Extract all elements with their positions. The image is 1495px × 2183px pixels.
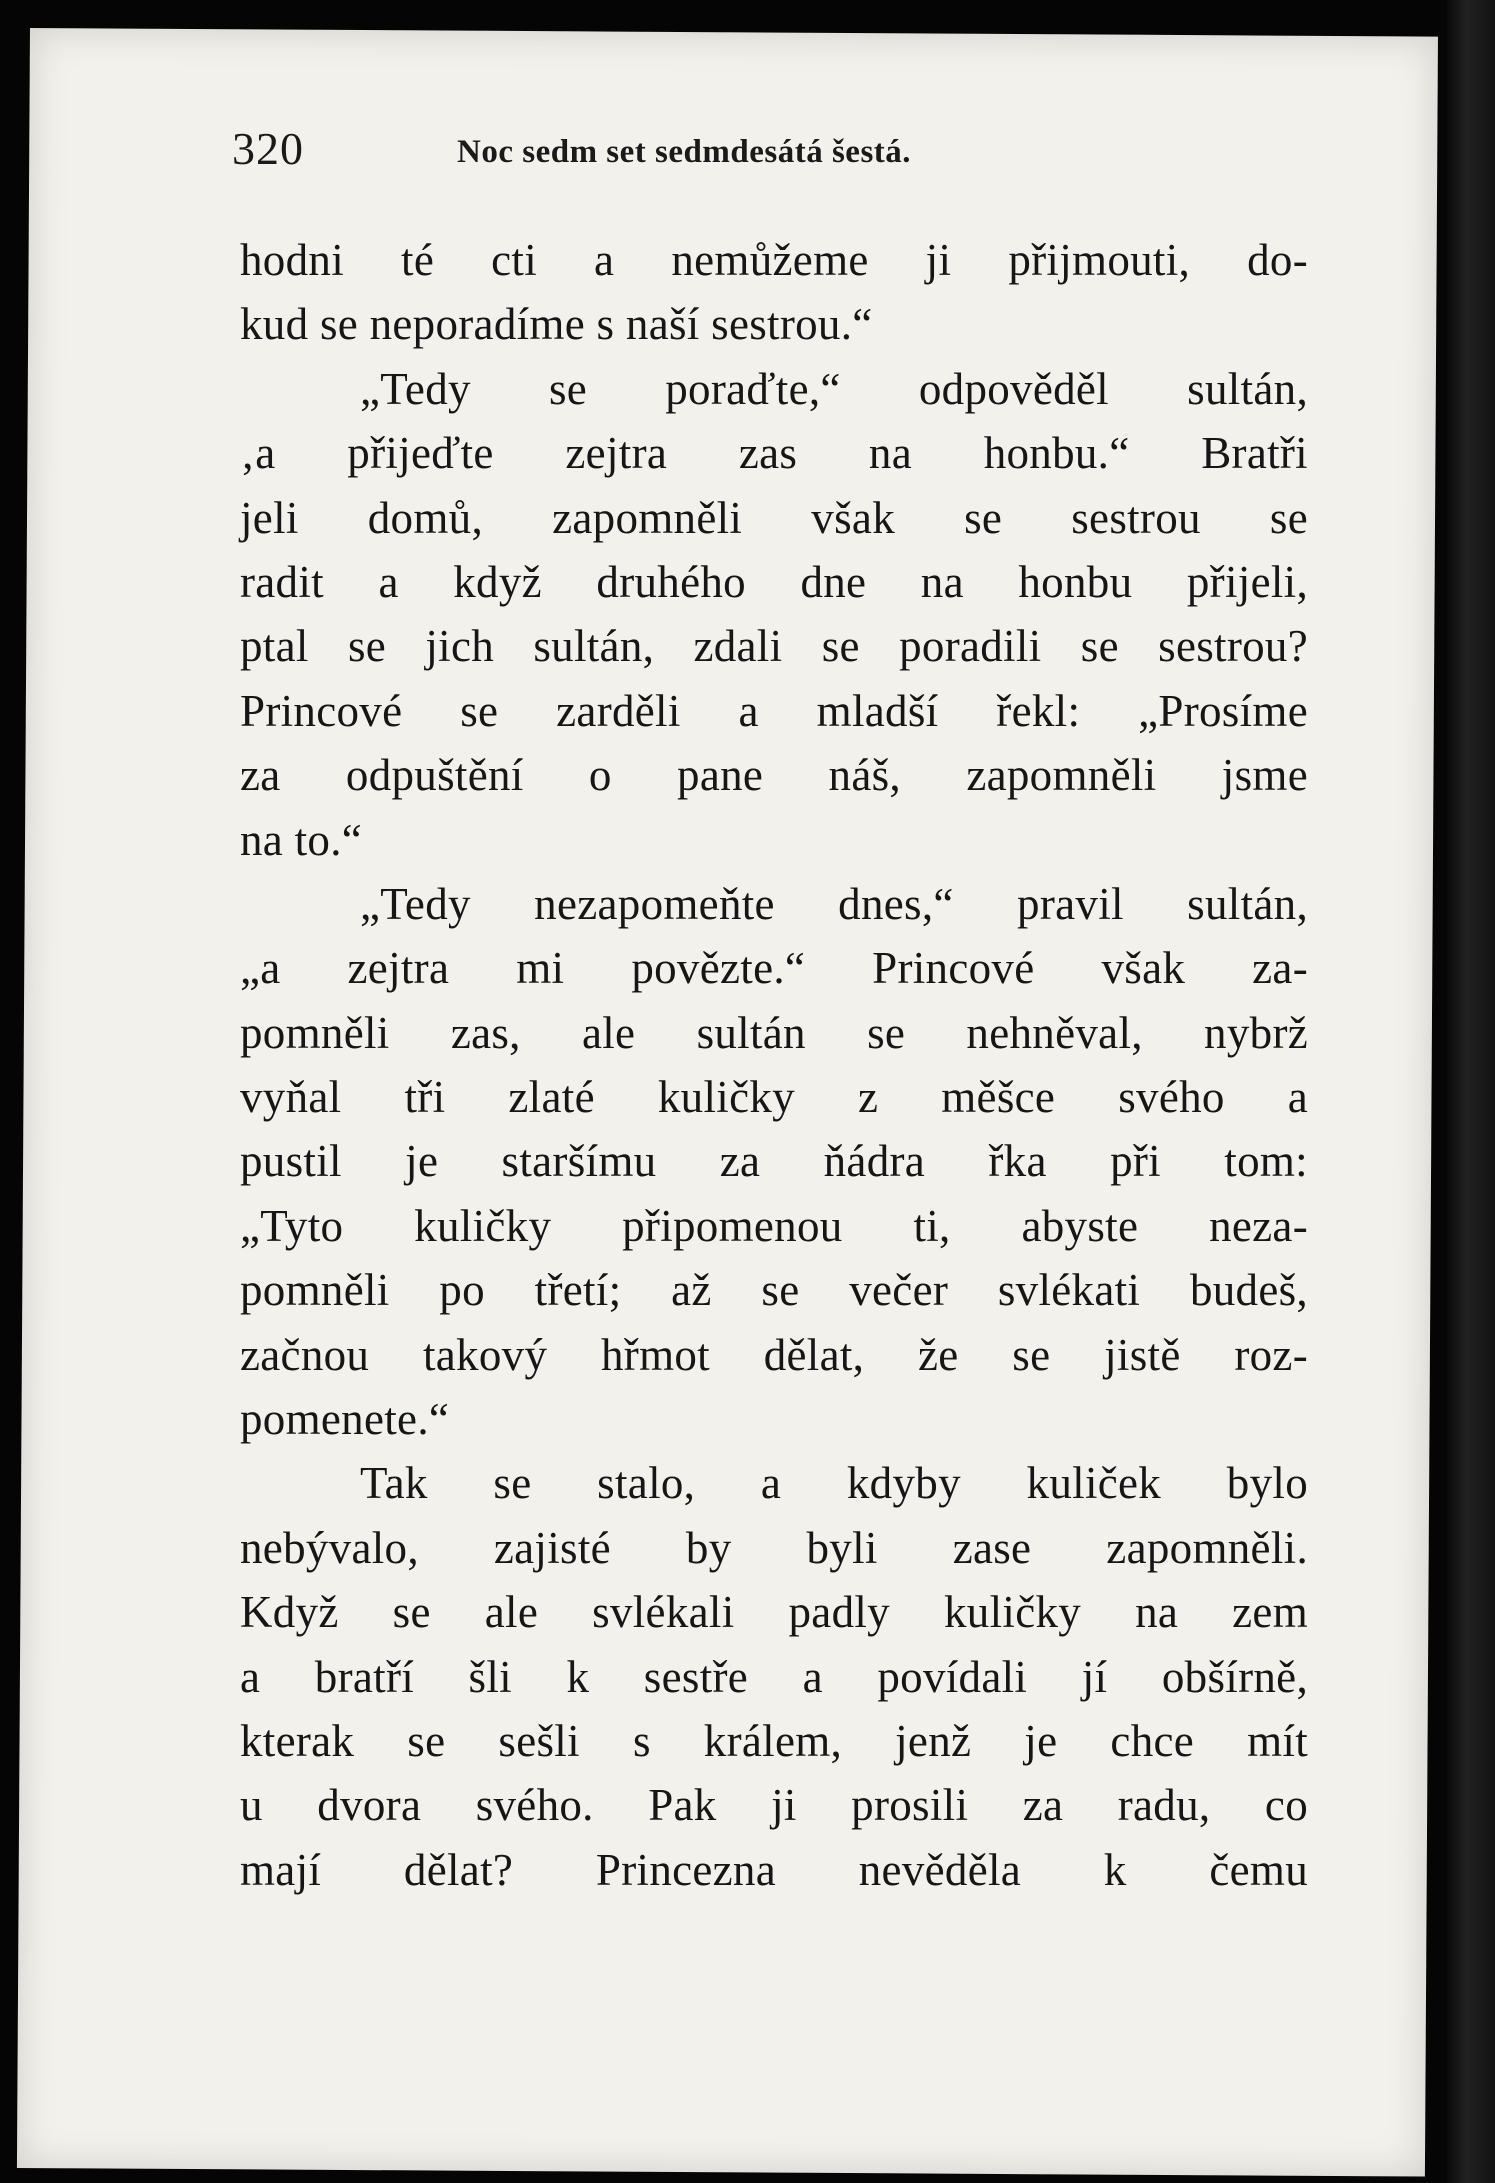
text-line: „a zejtra mi povězte.“ Princové však za- [240, 943, 1308, 994]
text-line: radit a když druhého dne na honbu přijeli, [240, 556, 1308, 607]
text-line: Když se ale svlékali padly kuličky na zem [240, 1587, 1308, 1638]
text-line: Tak se stalo, a kdyby kuliček bylo [360, 1458, 1308, 1509]
text-line: jeli domů, zapomněli však se sestrou se [240, 492, 1308, 543]
text-line: na to.“ [240, 814, 363, 865]
text-line: vyňal tři zlaté kuličky z měšce svého a [240, 1072, 1308, 1123]
text-line: mají dělat? Princezna nevěděla k čemu [240, 1844, 1308, 1895]
text-line: pomněli po třetí; až se večer svlékati budeš, [240, 1265, 1308, 1316]
text-line: hodni té cti a nemůžeme ji přijmouti, do- [240, 235, 1308, 285]
text-line: kud se neporadíme s naší sestrou.“ [240, 299, 873, 350]
page-edge-shadow [1447, 0, 1495, 2183]
text-line: u dvora svého. Pak ji prosili za radu, co [240, 1780, 1308, 1831]
text-line: nebývalo, zajisté by byli zase zapomněli. [240, 1522, 1308, 1573]
text-line: a bratří šli k sestře a povídali jí obšírně, [240, 1651, 1308, 1702]
text-line: pomenete.“ [240, 1394, 450, 1445]
text-line: „Tedy nezapomeňte dnes,“ pravil sultán, [360, 878, 1308, 929]
text-line: začnou takový hřmot dělat, že se jistě roz- [240, 1329, 1308, 1380]
body-text [240, 228, 1308, 1902]
text-line: za odpuštění o pane náš, zapomněli jsme [240, 750, 1308, 801]
running-head: Noc sedm set sedmdesátá šestá. [457, 134, 912, 170]
text-line: ‚a přijeďte zejtra zas na honbu.“ Bratři [240, 428, 1308, 479]
page-number: 320 [232, 123, 304, 174]
text-line: „Tedy se poraďte,“ odpověděl sultán, [360, 363, 1308, 414]
text-line: kterak se sešli s králem, jenž je chce mít [240, 1715, 1308, 1766]
text-line: „Tyto kuličky připomenou ti, abyste neza- [240, 1200, 1308, 1251]
text-line: pustil je staršímu za ňádra řka při tom: [240, 1136, 1308, 1187]
page-header [232, 122, 1132, 182]
text-line: Princové se zarděli a mladší řekl: „Prosíme [240, 685, 1308, 736]
text-line: pomněli zas, ale sultán se nehněval, nybrž [240, 1007, 1308, 1058]
text-line: ptal se jich sultán, zdali se poradili se sestrou? [240, 621, 1308, 672]
